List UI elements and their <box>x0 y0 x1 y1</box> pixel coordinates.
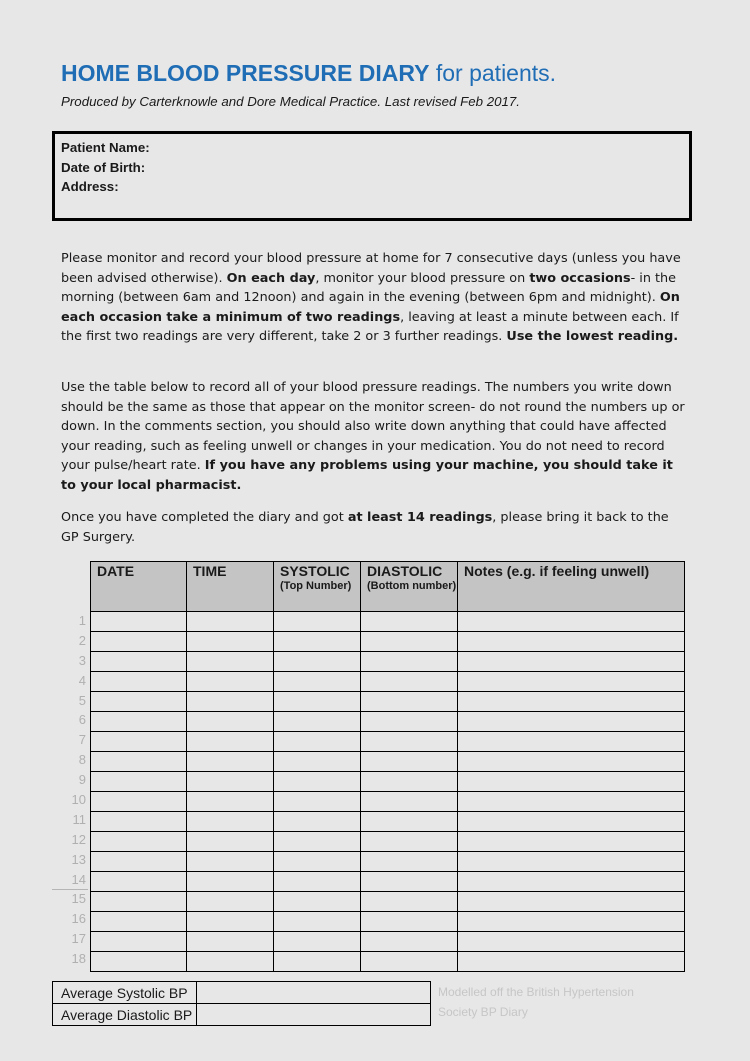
table-row <box>91 892 685 912</box>
systolic-cell[interactable] <box>274 952 361 972</box>
table-row <box>91 732 685 752</box>
date-cell[interactable] <box>91 612 187 632</box>
p3-bold-1: at least 14 readings <box>347 510 493 525</box>
bp-readings-table <box>90 561 685 972</box>
p1-text-1: Please monitor and record your blood pressure at home for 7 consecutive days (unless you have been advised otherwise). <box>61 251 681 286</box>
notes-cell[interactable] <box>458 812 685 832</box>
systolic-cell[interactable] <box>274 692 361 712</box>
diastolic-cell[interactable] <box>361 952 458 972</box>
row-number: 4 <box>78 672 86 688</box>
time-cell[interactable] <box>187 732 274 752</box>
notes-cell[interactable] <box>458 852 685 872</box>
time-cell[interactable] <box>187 952 274 972</box>
time-cell[interactable] <box>187 832 274 852</box>
time-cell[interactable] <box>187 892 274 912</box>
systolic-cell[interactable] <box>274 732 361 752</box>
diastolic-cell[interactable] <box>361 632 458 652</box>
p3-text-1: Once you have completed the diary and got <box>61 510 348 525</box>
notes-cell[interactable] <box>458 672 685 692</box>
diastolic-cell[interactable] <box>361 752 458 772</box>
row-number: 18 <box>71 951 86 967</box>
diastolic-cell[interactable] <box>361 892 458 912</box>
systolic-cell[interactable] <box>274 892 361 912</box>
date-of-birth-label: Date of Birth: <box>61 159 146 175</box>
notes-cell[interactable] <box>458 712 685 732</box>
diastolic-cell[interactable] <box>361 832 458 852</box>
table-row <box>91 932 685 952</box>
systolic-cell[interactable] <box>274 852 361 872</box>
time-cell[interactable] <box>187 772 274 792</box>
notes-cell[interactable] <box>458 632 685 652</box>
systolic-cell[interactable] <box>274 652 361 672</box>
diastolic-cell[interactable] <box>361 812 458 832</box>
p2-bold-1: If you have any problems using your machine, you should take it to your local pharmacist. <box>61 458 673 493</box>
time-cell[interactable] <box>187 752 274 772</box>
systolic-subtitle: (Top Number) <box>280 580 352 592</box>
p1-text-4: , leaving at least a minute between each. If the first two readings are very different, take 2 or 3 further readings. <box>61 309 679 344</box>
date-cell[interactable] <box>91 852 187 872</box>
time-cell[interactable] <box>187 612 274 632</box>
date-cell[interactable] <box>91 712 187 732</box>
table-header-row <box>91 562 685 612</box>
date-cell[interactable] <box>91 732 187 752</box>
diastolic-cell[interactable] <box>361 932 458 952</box>
diastolic-cell[interactable] <box>361 852 458 872</box>
systolic-cell[interactable] <box>274 612 361 632</box>
table-row <box>91 752 685 772</box>
date-cell[interactable] <box>91 912 187 932</box>
systolic-cell[interactable] <box>274 712 361 732</box>
notes-cell[interactable] <box>458 692 685 712</box>
time-cell[interactable] <box>187 872 274 892</box>
notes-cell[interactable] <box>458 752 685 772</box>
divider-line <box>52 889 88 890</box>
systolic-cell[interactable] <box>274 792 361 812</box>
p1-bold-1: On each day <box>226 270 316 286</box>
diastolic-cell[interactable] <box>361 612 458 632</box>
notes-cell[interactable] <box>458 832 685 852</box>
row-number: 10 <box>71 792 86 808</box>
notes-cell[interactable] <box>458 732 685 752</box>
table-row <box>91 852 685 872</box>
time-cell[interactable] <box>187 932 274 952</box>
systolic-cell[interactable] <box>274 752 361 772</box>
systolic-column-header: SYSTOLIC (Top Number) <box>274 562 361 612</box>
row-number: 12 <box>71 831 86 847</box>
table-row <box>91 912 685 932</box>
table-row <box>91 772 685 792</box>
row-number: 8 <box>78 752 86 768</box>
row-number: 17 <box>71 931 86 947</box>
systolic-cell[interactable] <box>274 912 361 932</box>
average-diastolic-row <box>53 1004 431 1026</box>
patient-name-label: Patient Name: <box>61 140 150 155</box>
table-row <box>91 632 685 652</box>
diastolic-cell[interactable] <box>361 712 458 732</box>
average-diastolic-label: Average Diastolic BP <box>53 1004 197 1026</box>
notes-cell[interactable] <box>458 652 685 672</box>
row-number: 3 <box>78 652 86 668</box>
page-title <box>61 60 556 87</box>
row-number: 1 <box>78 613 86 628</box>
title-main: HOME BLOOD PRESSURE DIARY <box>61 60 430 86</box>
date-cell[interactable] <box>91 672 187 692</box>
instructions-paragraph-3 <box>61 508 686 547</box>
row-number: 7 <box>78 732 86 748</box>
credit-note: Modelled off the British Hypertension Society BP Diary <box>438 985 634 1019</box>
date-cell[interactable] <box>91 752 187 772</box>
time-cell[interactable] <box>187 812 274 832</box>
time-cell[interactable] <box>187 632 274 652</box>
notes-cell[interactable] <box>458 892 685 912</box>
time-cell[interactable] <box>187 672 274 692</box>
row-number: 11 <box>72 811 86 827</box>
notes-cell[interactable] <box>458 932 685 952</box>
table-row <box>91 712 685 732</box>
p1-bold-2: two occasions <box>529 270 631 286</box>
address-label: Address: <box>61 179 119 194</box>
time-cell[interactable] <box>187 912 274 932</box>
systolic-cell[interactable] <box>274 932 361 952</box>
time-cell[interactable] <box>187 652 274 672</box>
systolic-cell[interactable] <box>274 872 361 892</box>
notes-column-header: Notes (e.g. if feeling unwell) <box>458 562 685 612</box>
date-cell[interactable] <box>91 792 187 812</box>
time-cell[interactable] <box>187 852 274 872</box>
systolic-cell[interactable] <box>274 772 361 792</box>
time-cell[interactable] <box>187 692 274 712</box>
date-cell[interactable] <box>91 952 187 972</box>
p1-text-3: - in the morning (between 6am and 12noon) and again in the evening (between 6pm and midnight). <box>61 270 677 305</box>
diastolic-subtitle: (Bottom number) <box>367 580 457 592</box>
date-cell[interactable] <box>91 812 187 832</box>
notes-cell[interactable] <box>458 912 685 932</box>
date-cell[interactable] <box>91 692 187 712</box>
date-cell[interactable] <box>91 652 187 672</box>
notes-cell[interactable] <box>458 612 685 632</box>
row-number: 2 <box>78 632 86 648</box>
row-number: 9 <box>78 772 86 788</box>
date-cell[interactable] <box>91 832 187 852</box>
p1-text-2: , monitor your blood pressure on <box>315 270 530 286</box>
diastolic-cell[interactable] <box>361 732 458 752</box>
diastolic-cell[interactable] <box>361 672 458 692</box>
notes-cell[interactable] <box>458 872 685 892</box>
averages-table <box>52 981 431 1026</box>
average-systolic-label: Average Systolic BP <box>53 982 197 1004</box>
row-number: 14 <box>71 871 86 887</box>
systolic-cell[interactable] <box>274 812 361 832</box>
time-cell[interactable] <box>187 792 274 812</box>
patient-details-box <box>52 131 692 221</box>
systolic-cell[interactable] <box>274 632 361 652</box>
p1-bold-3: On each occasion take a minimum of two readings <box>61 290 680 325</box>
notes-cell[interactable] <box>458 952 685 972</box>
time-cell[interactable] <box>187 712 274 732</box>
table-row <box>91 872 685 892</box>
time-column-header: TIME <box>187 562 274 612</box>
diastolic-column-header: DIASTOLIC (Bottom number) <box>361 562 458 612</box>
p2-text-1: Use the table below to record all of your blood pressure readings. The numbers you write down should be the same as those that appear on the monitor screen- do not round the numbers up or down. In the comments section, you should also write down anything that could have affected your reading, such as feeling unwell or changes in your medication. You do not need to record your pulse/heart rate. <box>61 380 685 473</box>
date-cell[interactable] <box>91 932 187 952</box>
produced-by-line: Produced by Carterknowle and Dore Medical Practice. Last revised Feb 2017. <box>61 94 520 109</box>
diastolic-cell[interactable] <box>361 912 458 932</box>
table-row <box>91 952 685 972</box>
row-number: 5 <box>78 692 86 708</box>
table-row <box>91 672 685 692</box>
table-row <box>91 792 685 812</box>
table-row <box>91 812 685 832</box>
date-cell[interactable] <box>91 872 187 892</box>
p3-text-2: , please bring it back to the GP Surgery. <box>61 510 669 545</box>
notes-cell[interactable] <box>458 772 685 792</box>
table-row <box>91 692 685 712</box>
row-numbers <box>52 611 86 969</box>
systolic-cell[interactable] <box>274 832 361 852</box>
date-cell[interactable] <box>91 772 187 792</box>
average-diastolic-field[interactable] <box>197 1004 431 1026</box>
table-row <box>91 612 685 632</box>
diastolic-cell[interactable] <box>361 652 458 672</box>
systolic-cell[interactable] <box>274 672 361 692</box>
table-row <box>91 652 685 672</box>
row-number: 13 <box>71 851 86 867</box>
average-systolic-row <box>53 982 431 1004</box>
diastolic-cell[interactable] <box>361 692 458 712</box>
row-number: 15 <box>71 891 86 907</box>
diastolic-cell[interactable] <box>361 792 458 812</box>
table-row <box>91 832 685 852</box>
row-number: 6 <box>78 712 86 728</box>
diastolic-cell[interactable] <box>361 772 458 792</box>
date-cell[interactable] <box>91 632 187 652</box>
diastolic-cell[interactable] <box>361 872 458 892</box>
row-number: 16 <box>71 911 86 927</box>
instructions-paragraph-1 <box>61 249 686 347</box>
p1-bold-4: Use the lowest reading. <box>506 329 679 344</box>
average-systolic-field[interactable] <box>197 982 431 1004</box>
date-cell[interactable] <box>91 892 187 912</box>
instructions-paragraph-2 <box>61 378 686 495</box>
title-suffix: for patients. <box>429 60 557 86</box>
notes-cell[interactable] <box>458 792 685 812</box>
date-column-header: DATE <box>91 562 187 612</box>
